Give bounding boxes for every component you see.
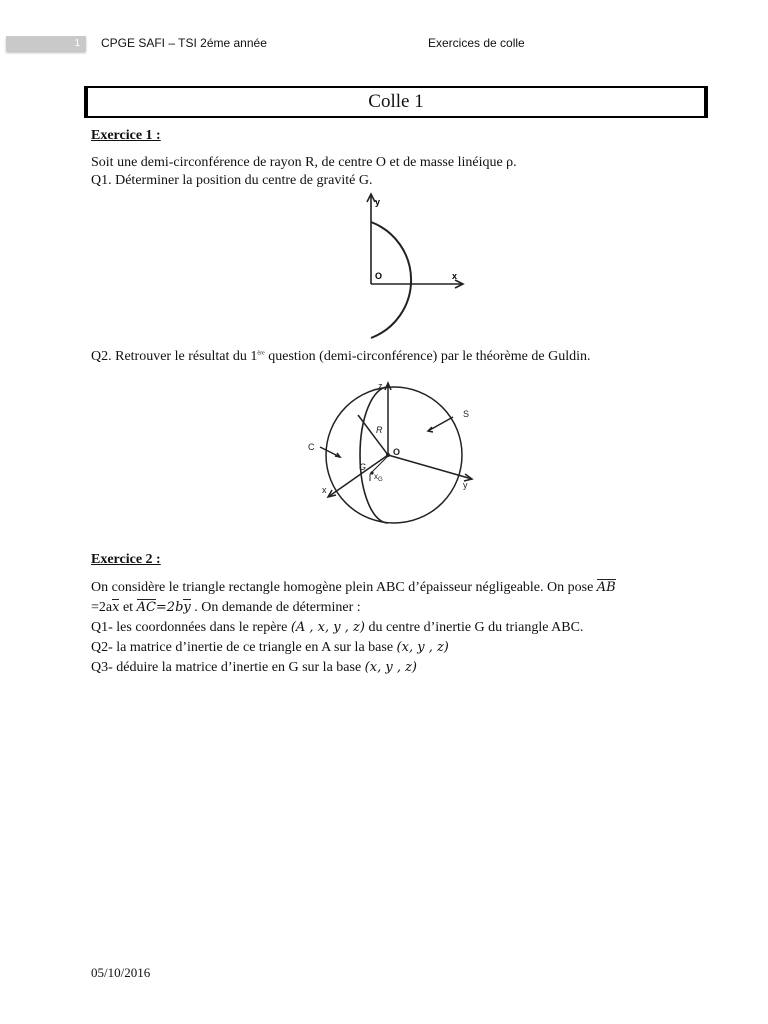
vector-ab: AB — [596, 580, 616, 595]
header-school: CPGE SAFI – TSI 2éme année — [101, 36, 267, 50]
exercise2-q1 — [91, 620, 583, 636]
q3-base: (x, y , z) — [364, 660, 418, 675]
fig2-y-label: y — [463, 480, 468, 490]
fig2-g-label: G — [359, 462, 367, 472]
fig2-s-label: S — [463, 409, 470, 419]
fig2-o-label: O — [393, 447, 401, 457]
page-number-tab: 1 — [6, 36, 86, 51]
q1-text-end: du centre d’inertie G du triangle ABC. — [364, 620, 584, 635]
line2-part-d: . On demande de déterminer : — [190, 600, 361, 615]
q2b-text: Q2- la matrice d’inertie de ce triangle en A sur la base — [91, 640, 397, 655]
footer-date: 05/10/2016 — [91, 965, 151, 980]
fig2-z-label: z — [378, 381, 383, 391]
exercise2-line1-text: On considère le triangle rectangle homogène plein ABC d’épaisseur négligeable. On pose — [91, 580, 597, 595]
q2-superscript: ère — [257, 350, 265, 357]
fig2-xg-label: $x_G$ — [374, 472, 383, 483]
fig2-c-label: C — [308, 442, 315, 452]
header-subject: Exercices de colle — [428, 36, 525, 50]
exercise1-q1: Q1. Déterminer la position du centre de gravité G. — [91, 173, 373, 188]
semicircle-figure — [355, 190, 475, 342]
exercise1-q2 — [91, 349, 590, 365]
q2b-base: (x, y , z) — [396, 640, 449, 655]
line2-part-a: =2a — [91, 600, 113, 615]
exercise2-line2 — [91, 600, 361, 616]
vector-y: y — [183, 600, 191, 615]
exercise1-heading: Exercice 1 : — [91, 128, 161, 143]
exercise2-heading: Exercice 2 : — [91, 552, 161, 567]
sphere-guldin-figure — [300, 375, 490, 527]
q2-text-start: Q2. Retrouver le résultat du 1 — [91, 349, 258, 364]
line2-part-c: =2b — [155, 600, 184, 615]
fig1-y-label: y — [375, 197, 381, 207]
q1-text-start: Q1- les coordonnées dans le repère — [91, 620, 291, 635]
q1-frame: (A , x, y , z) — [290, 620, 365, 635]
fig2-r-label: R — [376, 425, 383, 435]
exercise1-statement: Soit une demi-circonférence de rayon R, de centre O et de masse linéique ρ. — [91, 155, 517, 170]
exercise2-q3 — [91, 660, 417, 676]
q2-text-end: question (demi-circonférence) par le théorème de Guldin. — [264, 349, 591, 364]
page-header — [0, 33, 768, 57]
exercise2-line1 — [91, 580, 616, 596]
q3-text: Q3- déduire la matrice d’inertie en G sur la base — [91, 660, 365, 675]
fig1-x-label: x — [452, 271, 458, 281]
exercise2-q2 — [91, 640, 449, 656]
vector-x: x — [112, 600, 120, 615]
document-title: Colle 1 — [84, 86, 708, 118]
line2-part-b: et — [119, 600, 137, 615]
fig2-x-label: x — [322, 485, 327, 495]
fig1-o-label: O — [375, 271, 383, 281]
vector-ac: AC — [136, 600, 156, 615]
